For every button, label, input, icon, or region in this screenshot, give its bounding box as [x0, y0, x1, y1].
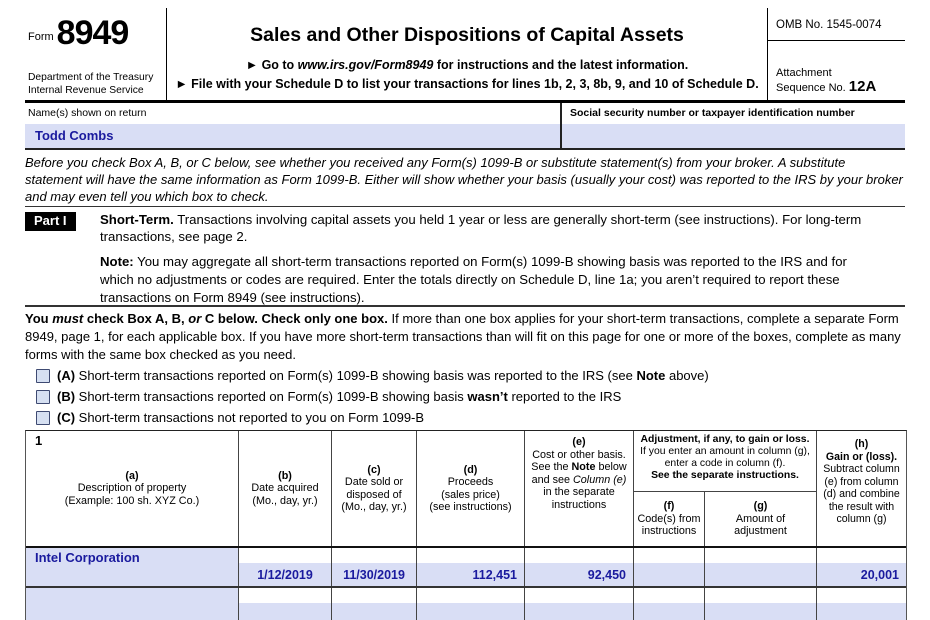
table-header — [26, 431, 906, 548]
row-0-cost-cell — [524, 548, 633, 586]
row-1-cost-cell — [524, 588, 633, 620]
row-0-date-acquired-cell — [238, 548, 331, 586]
checkbox-b-label: (B) Short-term transactions reported on Form(s) 1099-B showing basis wasn’t reported to the IRS — [57, 389, 622, 404]
checkbox-row-b — [36, 389, 896, 405]
line-number: 1 — [35, 433, 43, 448]
row-0-codes-cell — [633, 548, 704, 586]
col-header-gain-loss: (h) Gain or (loss). Subtract column (e) from column (d) and combine the result with column (g) — [816, 431, 906, 546]
row-0-gain-field[interactable]: 20,001 — [817, 563, 906, 586]
row-0-cost-field[interactable]: 92,450 — [525, 563, 633, 586]
right-pointer-icon: ► — [175, 77, 188, 91]
form-number-box — [25, 8, 167, 100]
col-header-date-acquired: (b) Date acquired (Mo., day, yr.) — [238, 431, 331, 546]
row-0-proceeds-field[interactable]: 112,451 — [417, 563, 524, 586]
part1-section — [25, 207, 905, 307]
row-0-description-field[interactable] — [26, 548, 238, 586]
part1-heading: Short-Term. Transactions involving capital assets you held 1 year or less are generally short-term (see instructions). For long-term transactions, see page 2. — [100, 212, 862, 244]
name-ssn-row — [25, 103, 905, 150]
name-label: Name(s) shown on return — [28, 107, 147, 119]
sequence-number: 12A — [848, 78, 877, 95]
row-1-adjustment-field[interactable] — [705, 603, 816, 620]
name-value: Todd Combs — [35, 128, 114, 143]
form-title: Sales and Other Dispositions of Capital Assets — [250, 24, 684, 46]
row-1-adjustment-cell — [704, 588, 816, 620]
row-1-date-sold-cell — [331, 588, 416, 620]
row-0-gain-cell — [816, 548, 906, 586]
col-header-codes: (f) Code(s) from instructions — [633, 491, 704, 546]
goto-line: ► Go to www.irs.gov/Form8949 for instructions and the latest information. — [245, 58, 689, 72]
omb-box — [767, 8, 905, 100]
part1-badge: Part I — [25, 212, 76, 231]
irs-url[interactable]: www.irs.gov/Form8949 — [297, 58, 434, 72]
box-options — [36, 368, 896, 431]
omb-number: OMB No. 1545-0074 — [768, 8, 905, 41]
row-1-gain-cell — [816, 588, 906, 620]
row-1-date-acquired-cell — [238, 588, 331, 620]
col-header-cost-basis: (e) Cost or other basis. See the Note below and see Column (e) in the separate instructions — [524, 431, 633, 546]
checkbox-b[interactable] — [36, 390, 50, 404]
checkbox-c[interactable] — [36, 411, 50, 425]
row-0-codes-field[interactable] — [634, 563, 704, 586]
transactions-table — [25, 430, 907, 620]
row-0-proceeds-cell — [416, 548, 524, 586]
row-1-cost-field[interactable] — [525, 603, 633, 620]
form-word: Form — [28, 31, 54, 43]
col-header-amount-adjustment: (g) Amount of adjustment — [704, 491, 816, 546]
agency-line2: Internal Revenue Service — [28, 84, 144, 96]
row-1-gain-field[interactable] — [817, 603, 906, 620]
row-1-description-field[interactable] — [26, 588, 238, 620]
row-1-date-sold-field[interactable] — [332, 603, 416, 620]
attachment-sequence: Attachment Sequence No. 12A — [776, 67, 877, 95]
ssn-field[interactable] — [562, 124, 905, 148]
checkbox-a-label: (A) Short-term transactions reported on Form(s) 1099-B showing basis was reported to the IRS (see Note above) — [57, 368, 709, 383]
table-row — [26, 548, 906, 586]
intro-section — [25, 150, 905, 207]
row-1-description — [26, 588, 238, 590]
right-pointer-icon: ► — [245, 58, 259, 72]
box-check-instructions: You must check Box A, B, or C below. Check only one box. If more than one box applies for your short-term transactions, complete a separate Form 8949, page 1, for each applicable box. If you have more short-term transactions than will fit on this page for one or more of the boxes, complete as many forms with the same box checked as you need. — [25, 311, 901, 362]
table-row — [26, 586, 906, 620]
agency-block — [28, 72, 153, 97]
form-number: 8949 — [56, 14, 129, 52]
row-0-date-sold-cell — [331, 548, 416, 586]
row-0-date-acquired-field[interactable]: 1/12/2019 — [239, 563, 331, 586]
row-1-codes-cell — [633, 588, 704, 620]
form-title-block — [167, 8, 767, 100]
col-header-proceeds: (d) Proceeds (sales price) (see instructions) — [416, 431, 524, 546]
ssn-section — [562, 103, 905, 148]
row-1-codes-field[interactable] — [634, 603, 704, 620]
row-0-date-sold-field[interactable]: 11/30/2019 — [332, 563, 416, 586]
agency-line1: Department of the Treasury — [28, 72, 154, 83]
row-1-proceeds-cell — [416, 588, 524, 620]
name-field[interactable] — [25, 124, 560, 148]
name-section — [25, 103, 562, 148]
checkbox-a[interactable] — [36, 369, 50, 383]
row-0-adjustment-cell — [704, 548, 816, 586]
col-header-date-sold: (c) Date sold or disposed of (Mo., day, yr.) — [331, 431, 416, 546]
file-line: ► File with your Schedule D to list your transactions for lines 1b, 2, 3, 8b, 9, and 10 of Schedule D. — [175, 77, 759, 91]
form-header — [25, 8, 905, 103]
row-0-adjustment-field[interactable] — [705, 563, 816, 586]
row-1-date-acquired-field[interactable] — [239, 603, 331, 620]
row-0-description: Intel Corporation — [35, 550, 140, 565]
checkbox-row-a — [36, 368, 896, 384]
col-header-description: 1 (a) Description of property (Example: 100 sh. XYZ Co.) — [35, 433, 200, 507]
checkbox-row-c — [36, 410, 896, 426]
part1-note: Note: You may aggregate all short-term transactions reported on Form(s) 1099-B showing basis was reported to the IRS and for which no adjustments or codes are required. Enter the totals directly on Schedule D, line 1a; you aren’t required to report these transactions on Form 8949 (see instructions). — [100, 254, 847, 305]
row-1-proceeds-field[interactable] — [417, 603, 524, 620]
intro-paragraph: Before you check Box A, B, or C below, see whether you received any Form(s) 1099-B or substitute statement(s) from your broker. A substitute statement will have the same information as Form 1099-B. Either will show whether your basis (usually your cost) was reported to the IRS by your broker and may even tell you which box to check. — [25, 155, 903, 204]
ssn-label: Social security number or taxpayer identification number — [570, 107, 855, 119]
checkbox-c-label: (C) Short-term transactions not reported to you on Form 1099-B — [57, 410, 425, 425]
col-header-adjustment: Adjustment, if any, to gain or loss. If you enter an amount in column (g), enter a code in column (f). See the separate instructions. — [633, 431, 816, 491]
